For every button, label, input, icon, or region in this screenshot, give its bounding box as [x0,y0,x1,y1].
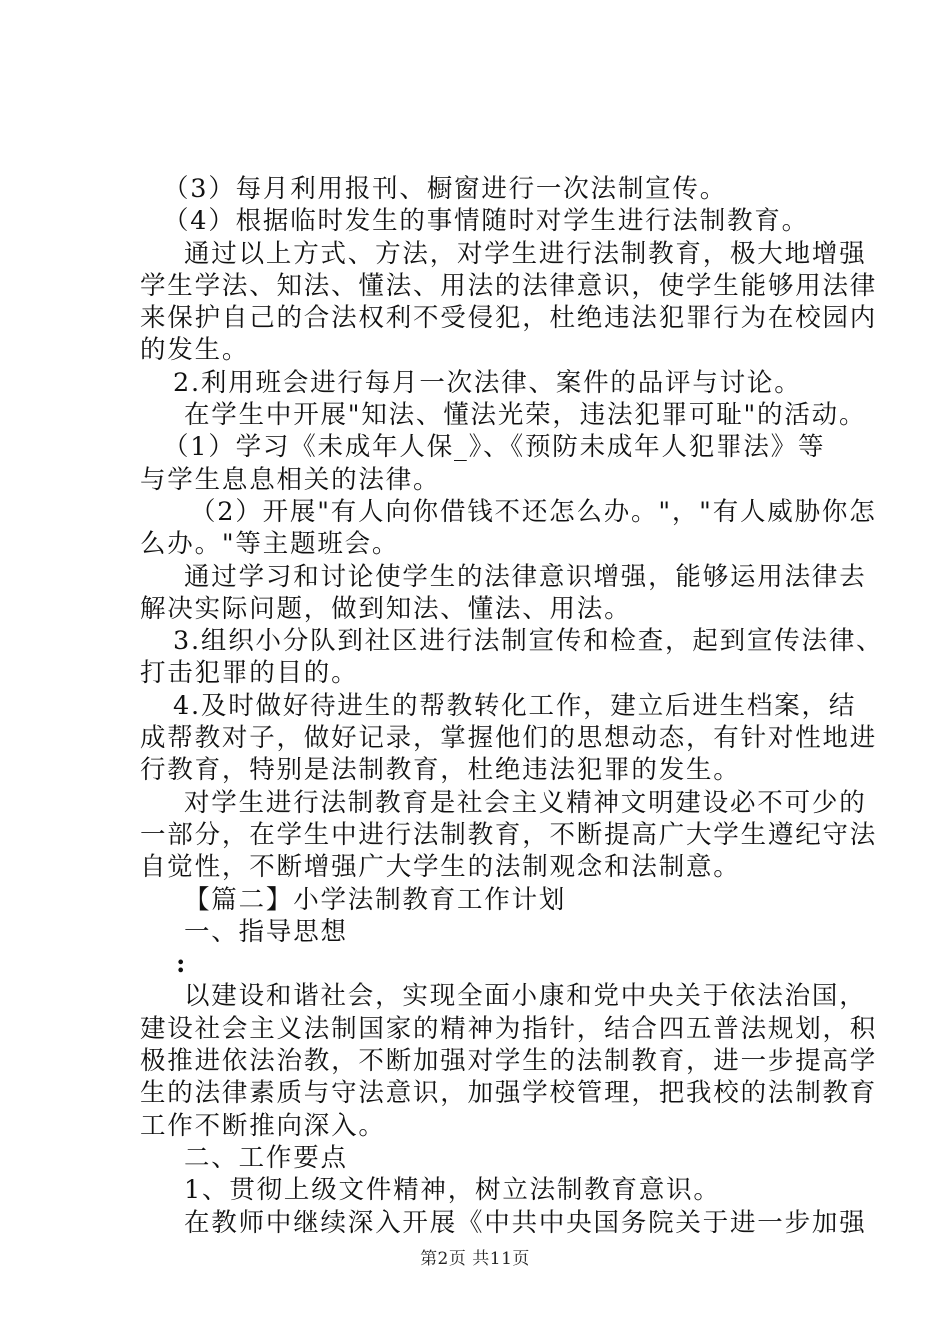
text-line: 行教育，特别是法制教育，杜绝违法犯罪的发生。 [140,755,741,786]
text-line: 生的法律素质与守法意识，加强学校管理，把我校的法制教育 [140,1078,878,1109]
text-line: 在学生中开展"知法、懂法光荣，违法犯罪可耻"的活动。 [184,400,867,431]
subsection-heading: 二、工作要点 [184,1142,348,1173]
text-line: （4）根据临时发生的事情随时对学生进行法制教育。 [163,206,809,237]
text-line: 2.利用班会进行每月一次法律、案件的品评与讨论。 [173,367,802,398]
text-line: 学生学法、知法、懂法、用法的法律意识，使学生能够用法律 [140,270,878,301]
text-line: 解决实际问题，做到知法、懂法、用法。 [140,593,632,624]
text-line: 4.及时做好待进生的帮教转化工作，建立后进生档案，结 [173,690,857,721]
document-body [140,173,884,1239]
text-line: 成帮教对子，做好记录，掌握他们的思想动态，有针对性地进 [140,723,878,754]
text-line: （3）每月利用报刊、橱窗进行一次法制宣传。 [163,174,728,204]
text-line: 3.组织小分队到社区进行法制宣传和检查，起到宣传法律、 [173,626,884,657]
page-footer: 第2页 共11页 [420,1249,530,1269]
text-line: 自觉性，不断增强广大学生的法制观念和法制意。 [140,852,741,883]
text-line: 一部分，在学生中进行法制教育，不断提高广大学生遵纪守法 [140,819,878,850]
text-line: 极推进依法治教，不断加强对学生的法制教育，进一步提高学 [140,1046,878,1077]
text-line: : [176,949,188,980]
text-line: 打击犯罪的目的。 [140,658,359,689]
text-line: 工作不断推向深入。 [140,1110,386,1141]
text-line: （1）学习《未成年人保_》、《预防未成年人犯罪法》等 [163,432,826,463]
text-line: 对学生进行法制教育是社会主义精神文明建设必不可少的 [184,787,867,818]
text-line: 的发生。 [140,335,250,366]
text-line: 与学生息息相关的法律。 [140,464,441,495]
text-line: 通过以上方式、方法，对学生进行法制教育，极大地增强 [184,238,867,269]
text-line: 么办。"等主题班会。 [140,529,400,560]
text-line: 通过学习和讨论使学生的法律意识增强，能够运用法律去 [184,561,867,592]
text-line: 来保护自己的合法权利不受侵犯，杜绝违法犯罪行为在校园内 [140,303,878,334]
subsection-heading: 一、指导思想 [184,916,348,947]
section-heading: 【篇二】小学法制教育工作计划 [184,884,567,915]
text-line: 在教师中继续深入开展《中共中央国务院关于进一步加强 [184,1207,867,1238]
text-line: 以建设和谐社会，实现全面小康和党中央关于依法治国， [184,981,867,1012]
text-line: 建设社会主义法制国家的精神为指针，结合四五普法规划，积 [140,1013,878,1044]
text-line: 1、贯彻上级文件精神，树立法制教育意识。 [184,1175,721,1206]
text-line: （2）开展"有人向你借钱不还怎么办。"，"有人威胁你怎 [190,496,877,527]
